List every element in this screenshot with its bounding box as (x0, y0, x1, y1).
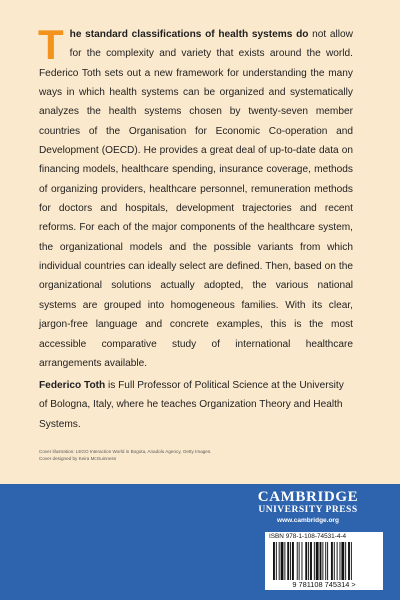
isbn-label: ISBN 978-1-108-74531-4-4 (269, 533, 347, 540)
barcode-bar (316, 542, 319, 580)
barcode-bar (325, 542, 326, 580)
barcode-bar (302, 542, 303, 580)
author-name: Federico Toth (39, 380, 106, 391)
barcode-bar (345, 542, 346, 580)
barcode-bar (297, 542, 298, 580)
barcode-bars (273, 542, 377, 580)
barcode-bar (320, 542, 322, 580)
barcode-bar (314, 542, 315, 580)
publisher-press: UNIVERSITY PRESS (258, 505, 358, 515)
publisher-url: www.cambridge.org (277, 517, 339, 524)
barcode-bar (337, 542, 338, 580)
barcode-bar (287, 542, 289, 580)
barcode-bar (308, 542, 309, 580)
barcode-bar (305, 542, 307, 580)
publisher-logo (233, 489, 383, 526)
barcode-bar (340, 542, 341, 580)
barcode-bar (273, 542, 275, 580)
barcode-panel (265, 532, 383, 590)
barcode-bar (322, 542, 323, 580)
back-cover-blurb (38, 21, 353, 373)
author-bio (39, 376, 353, 434)
drop-cap: T (38, 21, 64, 68)
publisher-name: CAMBRIDGE (257, 489, 359, 505)
barcode-bar (348, 542, 350, 580)
barcode-bar (310, 542, 312, 580)
barcode-bar (290, 542, 291, 580)
barcode-bar (299, 542, 300, 580)
barcode-bar (292, 542, 294, 580)
barcode-bar (279, 542, 280, 580)
barcode-bar (284, 542, 285, 580)
barcode-bar (331, 542, 333, 580)
barcode-bar (276, 542, 277, 580)
cover-credits (39, 448, 349, 462)
blurb-lead-in: he standard classifications of health systems do (69, 29, 309, 40)
blurb-body: not allow for the complexity and variety that exists around the world. Federico Toth sets out a new framework for understanding the many ways in which health systems can be organized and systematically analyzes the health systems chosen by twenty-seven member countries of the Organisation for Economic Co-operation and Development (OECD). He provides a great deal of up-to-date data on financing models, healthcare spending, insurance coverage, methods of organizing providers, healthcare personnel, remuneration methods for doctors and hospitals, development trajectories and recent reforms. For each of the major components of the healthcare system, the organizational models and the possible variants from which individual countries can ideally select are defined. Then, based on the organizational solutions actually adopted, the various national systems are grouped into homogeneous families. With its clear, jargon-free language and concrete examples, this is the most accessible comparative study of international healthcare arrangements available. (39, 29, 353, 369)
barcode-bar (341, 542, 344, 580)
barcode-bar (327, 542, 328, 580)
barcode-bar (334, 542, 335, 580)
design-credit: Cover designed by Keira McGuinness (39, 456, 117, 462)
barcode-digits: 9 781108 745314 > (292, 580, 356, 589)
illustration-credit: Cover illustration: LEGO Interaction World in Bogota, Anadolu Agency, Getty Images. (39, 449, 212, 454)
author-bio-text: is Full Professor of Political Science at the University of Bologna, Italy, where he teaches Organization Theory and Health Systems. (39, 380, 344, 430)
barcode-bar (351, 542, 352, 580)
barcode-bar (281, 542, 284, 580)
